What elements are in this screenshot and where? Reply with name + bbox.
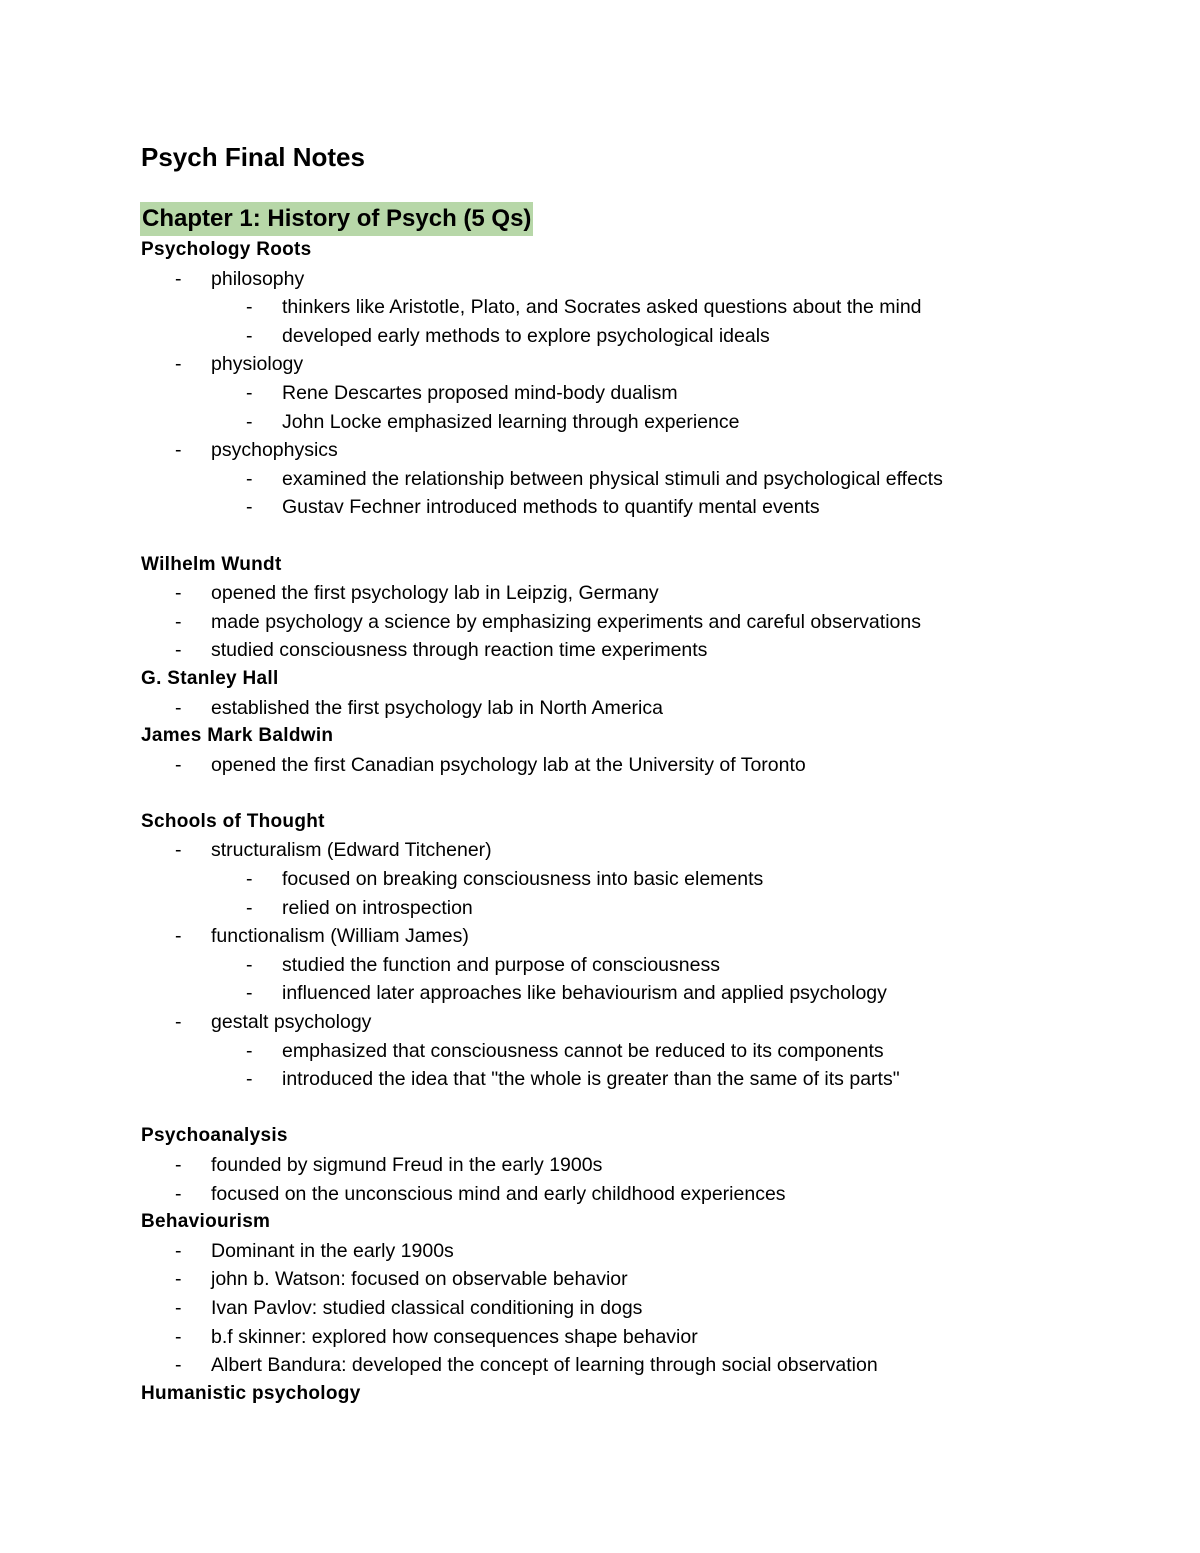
bullet-dash: - <box>175 696 182 719</box>
section-heading: G. Stanley Hall <box>141 667 279 689</box>
sub-list-item <box>141 379 1101 408</box>
chapter-heading-row <box>141 202 1101 236</box>
section <box>141 236 1101 522</box>
sub-list-item-text: developed early methods to explore psychological ideals <box>282 324 770 347</box>
bullet-dash: - <box>246 467 253 490</box>
list-item <box>141 1237 1101 1266</box>
sub-list-item-text: studied the function and purpose of consciousness <box>282 953 720 976</box>
list-item-text: established the first psychology lab in North America <box>211 696 663 719</box>
section-heading: Behaviourism <box>141 1211 271 1233</box>
section <box>141 665 1101 722</box>
sub-list-item-text: Rene Descartes proposed mind-body dualism <box>282 381 678 404</box>
bullet-dash: - <box>175 1154 182 1176</box>
bullet-dash: - <box>246 324 253 347</box>
chapter-heading: Chapter 1: History of Psych (5 Qs) <box>140 202 533 236</box>
list-item <box>141 350 1101 379</box>
bullet-dash: - <box>175 610 182 633</box>
list-item-text: Albert Bandura: developed the concept of learning through social observation <box>211 1354 878 1377</box>
list-item <box>141 922 1101 951</box>
sub-list-item <box>141 979 1101 1008</box>
section-heading: Psychology Roots <box>141 239 312 260</box>
bullet-dash: - <box>246 896 253 919</box>
bullet-dash: - <box>246 982 253 1005</box>
list-item <box>141 579 1101 608</box>
list-item <box>141 751 1101 780</box>
bullet-dash: - <box>246 953 253 976</box>
section-heading: Humanistic psychology <box>141 1382 361 1404</box>
list-item <box>141 1323 1101 1352</box>
sub-list-item <box>141 293 1101 322</box>
list-item-text: b.f skinner: explored how consequences shape behavior <box>211 1325 698 1348</box>
notes-body <box>141 140 1101 1408</box>
bullet-dash: - <box>175 925 182 948</box>
bullet-dash: - <box>246 410 253 433</box>
list-item <box>141 1180 1101 1209</box>
bullet-dash: - <box>175 1354 182 1377</box>
list-item <box>141 265 1101 294</box>
list-item <box>141 836 1101 865</box>
section <box>141 1208 1101 1380</box>
bullet-dash: - <box>175 1182 182 1205</box>
list-item <box>141 1008 1101 1037</box>
bullet-dash: - <box>246 496 253 519</box>
sub-list-item <box>141 865 1101 894</box>
list-item-text: john b. Watson: focused on observable behavior <box>211 1268 628 1291</box>
list-item <box>141 1151 1101 1180</box>
list-item-text: philosophy <box>211 267 305 290</box>
section-heading: Schools of Thought <box>141 810 325 832</box>
bullet-dash: - <box>246 1068 253 1091</box>
sub-list-item-text: relied on introspection <box>282 896 473 919</box>
bullet-dash: - <box>175 1268 182 1291</box>
sub-list-item <box>141 1037 1101 1066</box>
section-heading: Wilhelm Wundt <box>141 553 282 575</box>
bullet-dash: - <box>175 1239 182 1262</box>
sub-list-item-text: John Locke emphasized learning through experience <box>282 410 740 433</box>
list-item-text: opened the first Canadian psychology lab at the University of Toronto <box>211 753 806 776</box>
bullet-dash: - <box>246 868 253 891</box>
section-heading: James Mark Baldwin <box>141 725 334 747</box>
list-item-text: gestalt psychology <box>211 1011 372 1034</box>
sections-container <box>141 236 1101 1408</box>
list-item <box>141 1351 1101 1380</box>
sub-list-item <box>141 322 1101 351</box>
bullet-dash: - <box>175 839 182 862</box>
sub-list-item <box>141 465 1101 494</box>
bullet-dash: - <box>246 296 253 319</box>
sub-list-item-text: thinkers like Aristotle, Plato, and Socrates asked questions about the mind <box>282 296 922 319</box>
list-item-text: functionalism (William James) <box>211 925 469 948</box>
list-item <box>141 608 1101 637</box>
list-item <box>141 694 1101 723</box>
section <box>141 551 1101 665</box>
bullet-dash: - <box>175 1325 182 1348</box>
section <box>141 1380 1101 1409</box>
list-item <box>141 1294 1101 1323</box>
list-item-text: physiology <box>211 353 304 376</box>
bullet-dash: - <box>175 582 182 605</box>
sub-list-item-text: emphasized that consciousness cannot be reduced to its components <box>282 1039 884 1062</box>
section-heading: Psychoanalysis <box>141 1125 288 1147</box>
list-item <box>141 1265 1101 1294</box>
bullet-dash: - <box>246 381 253 404</box>
bullet-dash: - <box>175 753 182 776</box>
list-item-text: founded by sigmund Freud in the early 1900s <box>211 1154 603 1176</box>
sub-list-item <box>141 1065 1101 1094</box>
sub-list-item-text: focused on breaking consciousness into basic elements <box>282 868 764 891</box>
list-item <box>141 436 1101 465</box>
sub-list-item <box>141 493 1101 522</box>
sub-list-item <box>141 408 1101 437</box>
sub-list-item-text: influenced later approaches like behaviourism and applied psychology <box>282 982 887 1005</box>
sub-list-item <box>141 894 1101 923</box>
list-item-text: psychophysics <box>211 439 338 462</box>
section <box>141 808 1101 1094</box>
bullet-dash: - <box>246 1039 253 1062</box>
list-item-text: Dominant in the early 1900s <box>211 1239 454 1262</box>
bullet-dash: - <box>175 353 182 376</box>
bullet-dash: - <box>175 639 182 662</box>
sub-list-item <box>141 951 1101 980</box>
bullet-dash: - <box>175 267 182 290</box>
sub-list-item-text: introduced the idea that "the whole is greater than the same of its parts" <box>282 1068 900 1091</box>
list-item-text: opened the first psychology lab in Leipzig, Germany <box>211 582 659 605</box>
list-item-text: focused on the unconscious mind and early childhood experiences <box>211 1182 786 1205</box>
list-item <box>141 636 1101 665</box>
list-item-text: studied consciousness through reaction time experiments <box>211 639 708 662</box>
list-item-text: structuralism (Edward Titchener) <box>211 839 492 862</box>
bullet-dash: - <box>175 439 182 462</box>
section <box>141 722 1101 779</box>
bullet-dash: - <box>175 1011 182 1034</box>
sub-list-item-text: examined the relationship between physical stimuli and psychological effects <box>282 467 943 490</box>
sub-list-item-text: Gustav Fechner introduced methods to quantify mental events <box>282 496 820 519</box>
bullet-dash: - <box>175 1296 182 1319</box>
document-title: Psych Final Notes <box>141 142 365 172</box>
list-item-text: made psychology a science by emphasizing experiments and careful observations <box>211 610 921 633</box>
list-item-text: Ivan Pavlov: studied classical conditioning in dogs <box>211 1296 643 1319</box>
section <box>141 1122 1101 1208</box>
